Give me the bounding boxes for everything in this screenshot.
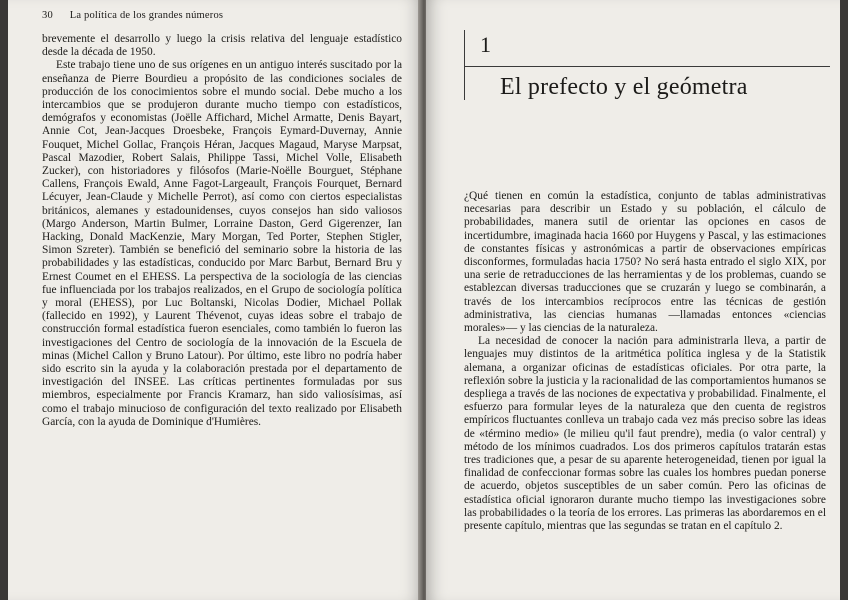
paragraph: La necesidad de conocer la nación para administrarla lleva, a partir de lenguajes muy distintos de la aritmética política inglesa y de la Statistik alemana, a organizar oficinas de estadísticas oficiales. Por otra parte, la reflexión sobre la justicia y la racionalidad de las comportamientos humanos se despliega a través de las nociones de expectativa y probabilidad. Finalmente, el esfuerzo para formular leyes de la naturaleza que den cuenta de registros empíricos fluctuantes conlleva un trabajo cada vez más preciso sobre las ideas de «término medio» (le milieu qu'il faut prendre), media (o valor central) y método de los mínimos cuadrados. Los dos primeros capítulos tratarán estas tres tradiciones que, a pesar de su aparente heterogeneidad, tienen por igual la finalidad de confeccionar formas sobre las cuales los hombres puedan ponerse de acuerdo, objetos susceptibles de un saber común. Pero las oficinas de estadística oficial ignoraron durante mucho tiempo las investigaciones sobre las probabilidades o la teoría de los errores. Las primeras las abordaremos en el presente capítulo, mientras que las segundas se tratan en el capítulo 2. xyxy=(464,335,826,533)
chapter-rule-horizontal xyxy=(464,66,830,67)
chapter-title: El prefecto y el geómetra xyxy=(500,74,748,100)
running-head xyxy=(42,10,223,21)
right-page xyxy=(426,0,840,600)
chapter-number: 1 xyxy=(480,32,491,57)
right-body-text xyxy=(464,190,826,533)
running-title: La política de los grandes números xyxy=(69,10,224,21)
paragraph: brevemente el desarrollo y luego la crisis relativa del lenguaje estadístico desde la década de 1950. xyxy=(42,33,402,59)
left-body-text xyxy=(42,33,402,429)
left-page xyxy=(8,0,422,600)
chapter-rule-vertical xyxy=(464,30,465,100)
paragraph: Este trabajo tiene uno de sus orígenes en un antiguo interés suscitado por la enseñanza de Pierre Bourdieu a propósito de las condiciones sociales de producción de los conocimientos sobre el mundo social. Debe mucho a los intercambios que se produjeron durante mucho tiempo con estadísticos, demógrafos y economistas (Joëlle Affichard, Michel Armatte, Denis Bayart, Annie Cot, Jean-Jacques Droesbeke, François Eymard-Duvernay, Annie Fouquet, Michel Gollac, François Héran, Jacques Magaud, Maryse Marpsat, Pascal Mazodier, Robert Salais, Philippe Tassi, Michel Volle, Elisabeth Zucker), con historiadores y filósofos (Marie-Noëlle Bourguet, Stéphane Callens, François Ewald, Anne Fagot-Largeault, François Fourquet, Bernard Lécuyer, Jean-Claude y Michelle Perrot), así como con ciertos especialistas británicos, alemanes y estadounidenses, cuyos consejos han sido valiosos (Margo Anderson, Martin Bulmer, Lorraine Daston, Gerd Gigerenzer, Ian Hacking, Donald MacKenzie, Mary Morgan, Ted Porter, Stephen Stigler, Simon Szreter). También se benefició del seminario sobre la historia de las probabilidades y las estadísticas, conducido por Marc Barbut, Bernard Bru y Ernest Coumet en el EHESS. La perspectiva de la sociología de las ciencias fue influenciada por los trabajos realizados, en el Grupo de sociología política y moral (EHESS), por Luc Boltanski, Nicolas Dodier, Michael Pollak (fallecido en 1992), y Laurent Thévenot, cuyas ideas sobre el trabajo de construcción formal estadística fueron esenciales, como también lo fueron las investigaciones del Centro de sociología de la innovación de la Escuela de minas (Michel Callon y Bruno Latour). Por último, este libro no podría haber sido escrito sin la ayuda y la colaboración prestada por el departamento de investigación del INSEE. Las críticas pertinentes formuladas por sus miembros, especialmente por Francis Kramarz, han sido valiosísimas, así como el trabajo minucioso de configuración del texto realizado por Elisabeth García, con la ayuda de Dominique d'Humières. xyxy=(42,59,402,428)
paragraph: ¿Qué tienen en común la estadística, conjunto de tablas administrativas necesarias para describir un Estado y su población, el cálculo de probabilidades, manera sutil de orientar las opciones en casos de incertidumbre, imaginada hacia 1660 por Huygens y Pascal, y las estimaciones de constantes físicas y astronómicas a partir de observaciones empíricas disconformes, formuladas hacia 1750? No será hasta entrado el siglo XIX, por una serie de retraducciones de las herramientas y de los problemas, cuando se establezcan diversas traducciones que se cruzarán y luego se combinarán, a través de los intercambios recíprocos entre las técnicas de gestión administrativa, las ciencias humanas —llamadas entonces «ciencias morales»— y las ciencias de la naturaleza. xyxy=(464,190,826,335)
page-number: 30 xyxy=(42,10,53,21)
